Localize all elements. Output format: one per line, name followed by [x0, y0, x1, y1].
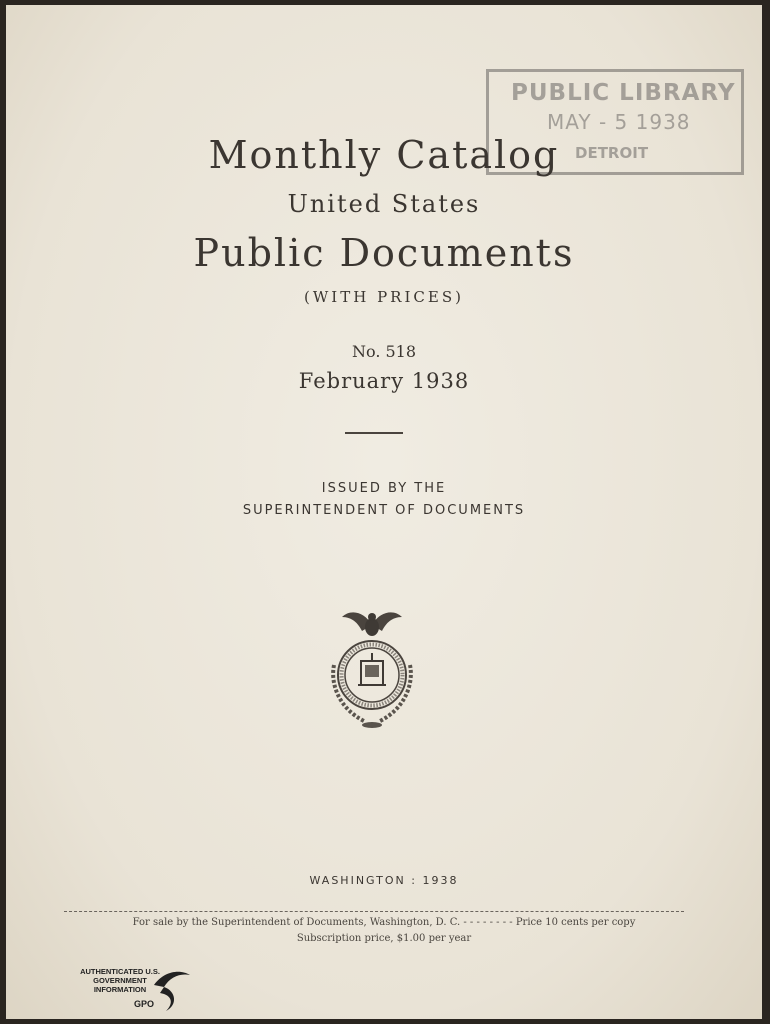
title-divider [345, 432, 403, 434]
footer-divider [64, 911, 684, 912]
subtitle-with-prices: (WITH PRICES) [304, 288, 464, 306]
gpo-authentication-logo [66, 961, 206, 1017]
government-printing-seal-icon [312, 603, 432, 733]
sale-notice: For sale by the Superintendent of Documents, Washington, D. C. - - - - - - - - Price 10 cents per copy [132, 917, 636, 928]
imprint-line: WASHINGTON : 1938 [309, 874, 459, 887]
gpo-eagle-swoosh-icon [150, 965, 194, 1015]
gpo-logo-abbrev: GPO [134, 999, 155, 1009]
subscription-notice: Subscription price, $1.00 per year [296, 933, 472, 944]
stamp-line-1: PUBLIC LIBRARY [511, 80, 736, 106]
title-public-documents: Public Documents [193, 231, 575, 275]
issue-date: February 1938 [298, 369, 470, 393]
stamp-date: MAY - 5 1938 [547, 110, 691, 134]
title-united-states: United States [287, 190, 481, 218]
gpo-logo-text: AUTHENTICATED U.S. GOVERNMENT INFORMATION [80, 967, 160, 994]
title-monthly-catalog: Monthly Catalog [208, 133, 560, 177]
stamp-city: DETROIT [575, 144, 649, 162]
issued-by-line: ISSUED BY THE [321, 481, 447, 496]
catalog-cover-page [6, 5, 762, 1019]
issuer-name: SUPERINTENDENT OF DOCUMENTS [242, 503, 526, 518]
issue-number: No. 518 [351, 342, 417, 361]
